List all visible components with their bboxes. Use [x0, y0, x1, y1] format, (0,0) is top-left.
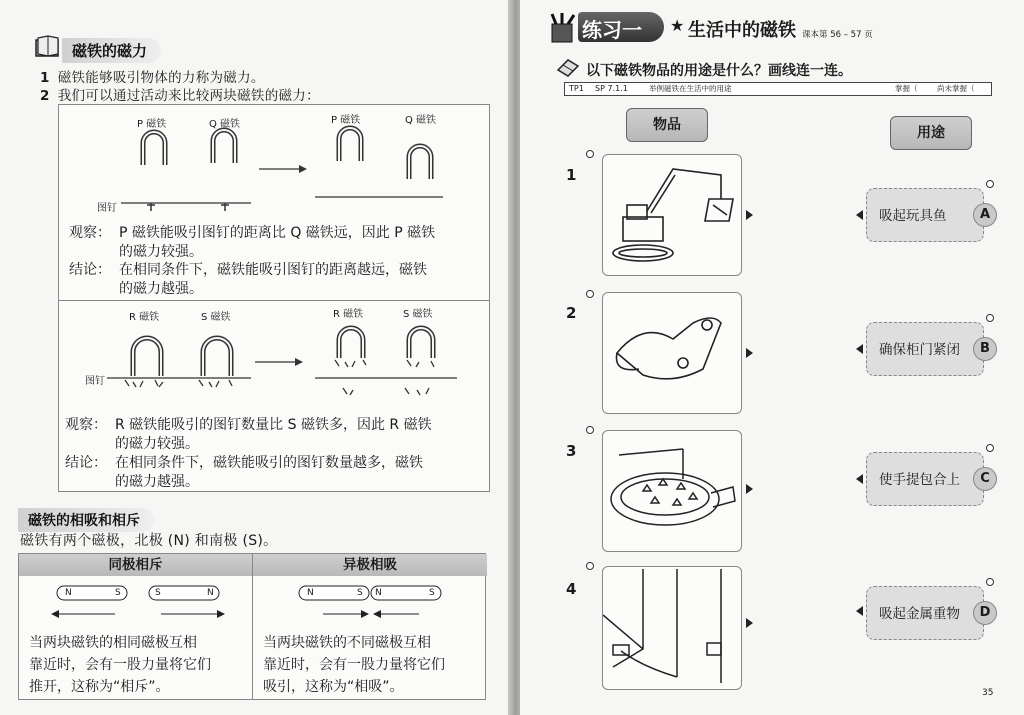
point-1-number: 1	[40, 70, 50, 86]
item-3-dot	[586, 426, 594, 434]
item-3-arrow	[746, 484, 753, 494]
exp1-conclude-line1: 在相同条件下，磁铁能吸引图钉的距离越远，磁铁	[119, 262, 427, 278]
label-magnet-r: R 磁铁	[129, 312, 160, 323]
use-d-arrow	[856, 606, 863, 616]
section-title-magnet-force: 磁铁的磁力	[62, 38, 161, 63]
label-magnet-q-after: Q 磁铁	[405, 115, 437, 126]
unlike-poles-head: 异极相吸	[253, 554, 487, 576]
use-card-a[interactable]	[866, 188, 991, 242]
item-2-handbag	[602, 292, 742, 414]
book-icon	[34, 34, 62, 60]
unlike-pole-s-2: S	[429, 588, 435, 598]
item-2-dot	[586, 290, 594, 298]
point-2-number: 2	[40, 88, 50, 104]
item-2-arrow	[746, 348, 753, 358]
use-a-dot	[986, 180, 994, 188]
item-1-number: 1	[566, 166, 577, 184]
unlike-pole-n-2: N	[375, 588, 382, 598]
exp2-conclude-line2: 的磁力越强。	[115, 474, 199, 490]
textbook-reference: 课本第 56 – 57 页	[802, 30, 873, 40]
point-1	[40, 66, 265, 86]
star-icon: ★	[670, 16, 685, 35]
items-header: 物品	[626, 108, 708, 142]
like-pole-s-2: S	[155, 588, 161, 598]
point-2	[40, 84, 320, 104]
exp2-observe-line1: R 磁铁能吸引的图钉数量比 S 磁铁多，因此 R 磁铁	[115, 417, 432, 433]
item-4-arrow	[746, 618, 753, 628]
unlike-pole-s-1: S	[357, 588, 363, 598]
like-poles-magnets	[19, 576, 253, 632]
poles-table	[18, 553, 486, 700]
handbag-icon	[603, 293, 743, 415]
eraser-icon	[556, 58, 580, 78]
item-2-number: 2	[566, 304, 577, 322]
use-d-dot	[986, 578, 994, 586]
left-page	[0, 0, 508, 715]
exp1-observe-line2: 的磁力较强。	[119, 244, 203, 260]
like-pole-s-1: S	[115, 588, 121, 598]
fishing-toy-icon	[603, 431, 743, 553]
unlike-text-line1: 当两块磁铁的不同磁极互相	[263, 635, 431, 651]
sp-label: SP 7.1.1	[595, 84, 628, 93]
unlike-text-line2: 靠近时，会有一股力量将它们	[263, 657, 445, 673]
poles-intro: 磁铁有两个磁极，北极 (N) 和南极 (S)。	[20, 533, 278, 549]
use-d-letter: D	[973, 601, 997, 625]
item-4-number: 4	[566, 580, 577, 598]
item-3-fishing-toy	[602, 430, 742, 552]
item-3-number: 3	[566, 442, 577, 460]
use-b-letter: B	[973, 337, 997, 361]
experiment-box	[58, 104, 490, 492]
exp2-conclude-line1: 在相同条件下，磁铁能吸引的图钉数量越多，磁铁	[115, 455, 423, 471]
like-text-line3: 推开，这称为“相斥”。	[29, 679, 170, 695]
label-magnet-r-after: R 磁铁	[333, 309, 364, 320]
exp2-observe-line2: 的磁力较强。	[115, 436, 199, 452]
exp1-conclude-label: 结论：	[69, 262, 111, 278]
unlike-text-line3: 吸引，这称为“相吸”。	[263, 679, 404, 695]
exp1-conclude-line2: 的磁力越强。	[119, 281, 203, 297]
like-poles-column	[19, 554, 253, 699]
item-4-cabinet	[602, 566, 742, 690]
like-text-line2: 靠近时，会有一股力量将它们	[29, 657, 211, 673]
exp2-conclude-label: 结论：	[65, 455, 107, 471]
question-text: 以下磁铁物品的用途是什么？画线连一连。	[586, 63, 852, 79]
use-b-text: 确保柜门紧闭	[879, 342, 960, 358]
use-card-c[interactable]	[866, 452, 990, 506]
exercise-title: 生活中的磁铁	[688, 20, 796, 41]
like-pole-n-1: N	[65, 588, 72, 598]
exp1-observe-line1: P 磁铁能吸引图钉的距离比 Q 磁铁远，因此 P 磁铁	[119, 225, 436, 241]
cabinet-door-icon	[603, 567, 743, 691]
item-1-excavator	[602, 154, 742, 276]
exp1-observe-label: 观察：	[69, 225, 111, 241]
use-b-dot	[986, 314, 994, 322]
mastered-box: 掌握（	[895, 84, 918, 93]
tp-label: TP1	[569, 84, 584, 93]
not-mastered-box: 尚未掌握（	[937, 84, 975, 93]
uses-header: 用途	[890, 116, 972, 150]
point-2-text: 我们可以通过活动来比较两块磁铁的磁力：	[57, 88, 320, 104]
use-a-text: 吸起玩具鱼	[879, 208, 947, 224]
label-magnet-p-after: P 磁铁	[331, 115, 361, 126]
exercise-label: 练习一	[582, 18, 642, 42]
label-magnet-s: S 磁铁	[201, 312, 231, 323]
unlike-pole-n-1: N	[307, 588, 314, 598]
section-title-attract-repel: 磁铁的相吸和相斥	[18, 508, 154, 532]
label-nail-1: 图钉	[97, 203, 117, 214]
objectives-bar	[564, 82, 992, 96]
use-b-arrow	[856, 344, 863, 354]
use-d-text: 吸起金属重物	[879, 606, 960, 622]
sp-description: 举例磁铁在生活中的用途	[649, 84, 732, 93]
use-c-text: 使手提包合上	[879, 472, 960, 488]
item-4-dot	[586, 562, 594, 570]
point-1-text: 磁铁能够吸引物体的力称为磁力。	[57, 70, 265, 86]
page-number: 35	[982, 688, 994, 698]
use-a-arrow	[856, 210, 863, 220]
use-card-d[interactable]	[866, 586, 991, 640]
use-a-letter: A	[973, 203, 997, 227]
unlike-poles-text	[263, 632, 445, 698]
unlike-poles-magnets	[253, 576, 487, 632]
use-card-b[interactable]	[866, 322, 990, 376]
label-magnet-p: P 磁铁	[137, 119, 167, 130]
like-text-line1: 当两块磁铁的相同磁极互相	[29, 635, 197, 651]
label-nail-2: 图钉	[85, 376, 105, 387]
unlike-poles-column	[253, 554, 487, 699]
like-pole-n-2: N	[207, 588, 214, 598]
label-magnet-q: Q 磁铁	[209, 119, 241, 130]
like-poles-head: 同极相斥	[19, 554, 252, 576]
item-1-dot	[586, 150, 594, 158]
like-poles-text	[29, 632, 211, 698]
item-1-arrow	[746, 210, 753, 220]
use-c-arrow	[856, 474, 863, 484]
use-c-letter: C	[973, 467, 997, 491]
exp2-observe-label: 观察：	[65, 417, 107, 433]
pencil-cup-icon	[546, 12, 580, 44]
label-magnet-s-after: S 磁铁	[403, 309, 433, 320]
use-c-dot	[986, 444, 994, 452]
right-page	[520, 0, 1024, 715]
excavator-icon	[603, 155, 743, 277]
